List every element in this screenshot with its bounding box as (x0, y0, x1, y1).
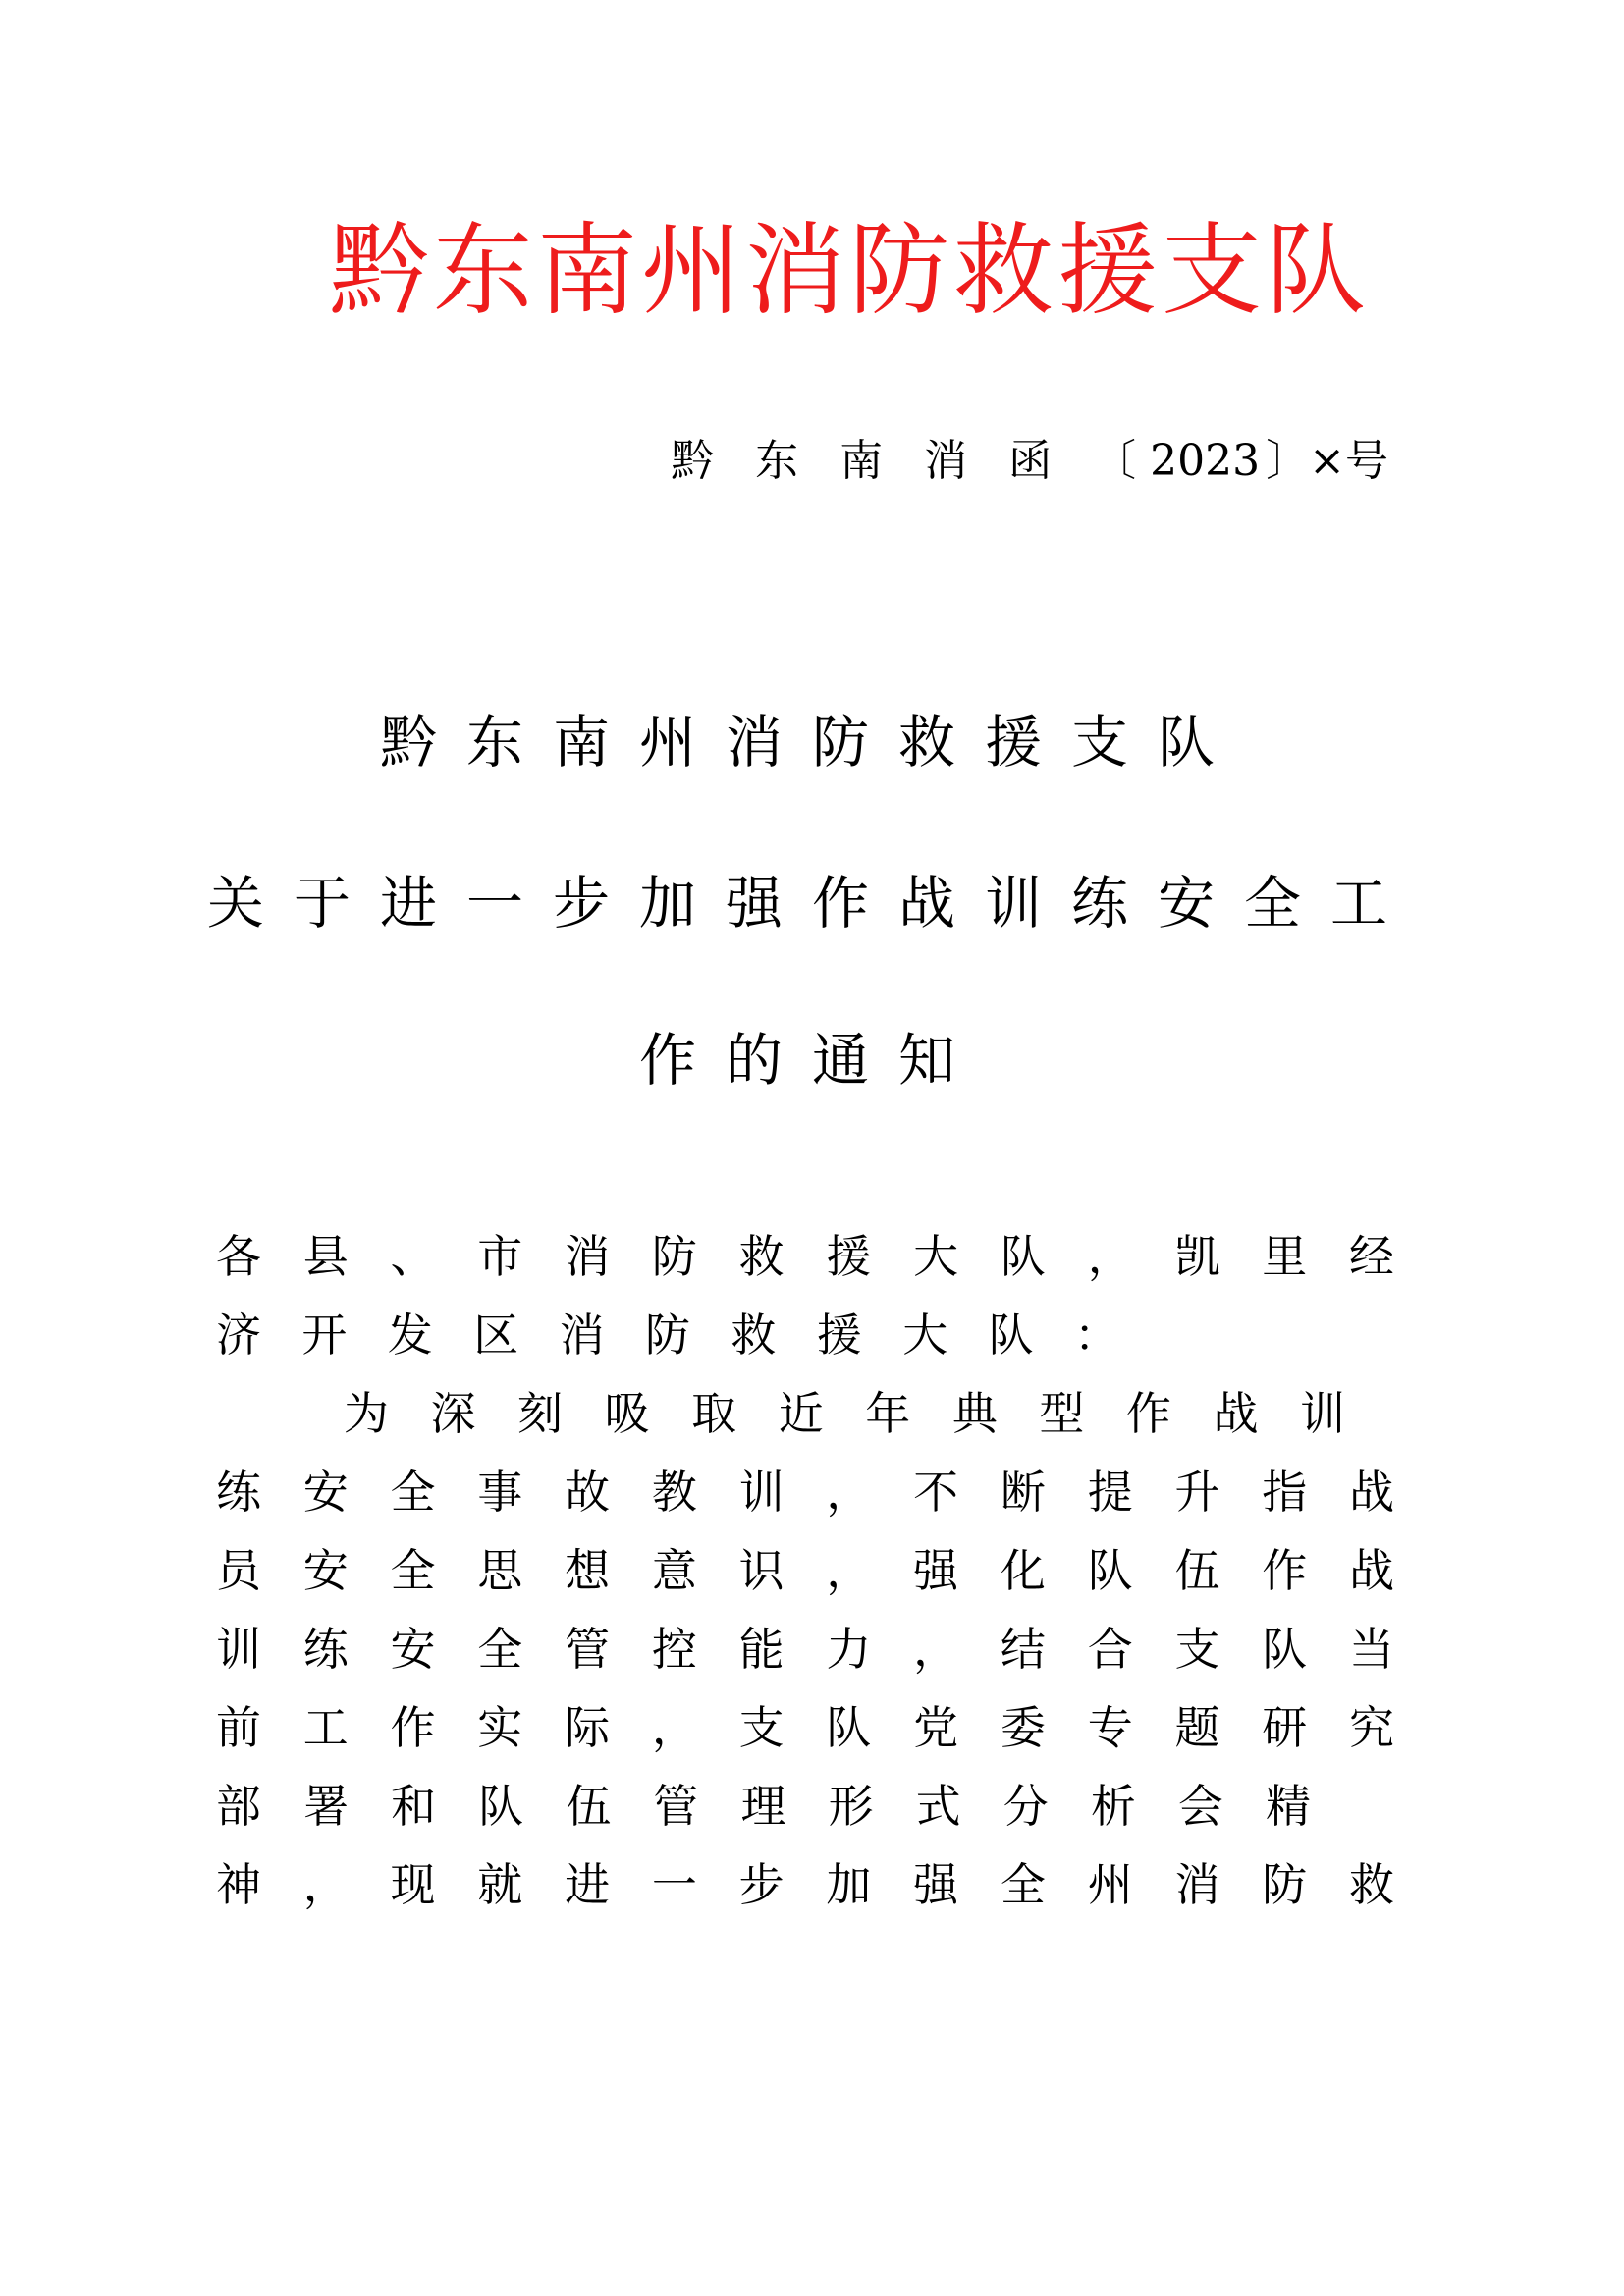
body-line: 为深刻吸取近年典型作战训 (344, 1387, 1345, 1440)
body-line: 员安全思想意识，强化队伍作战 (216, 1544, 1394, 1597)
body-line: 神，现就进一步加强全州消防救 (216, 1858, 1394, 1911)
body-line: 济开发区消防救援大队： (216, 1308, 1119, 1362)
document-number (671, 432, 1388, 491)
doc-number-close-bracket: 〕 (1266, 436, 1310, 486)
document-title-line-1: 黔东南州消防救援支队 (379, 709, 1244, 775)
doc-number-serial: ×号 (1309, 436, 1388, 486)
body-line: 前工作实际，支队党委专题研究 (216, 1701, 1394, 1754)
doc-number-open-bracket: 〔 (1093, 436, 1137, 486)
document-title-line-2: 关于进一步加强作战训练安全工 (206, 870, 1417, 936)
document-title-line-3: 作的通知 (638, 1027, 985, 1094)
issuing-organization-header: 黔东南州消防救援支队 (329, 213, 1370, 330)
body-line: 部署和队伍管理形式分析会精 (216, 1780, 1311, 1833)
document-body (216, 1217, 1394, 1924)
body-line: 训练安全管控能力，结合支队当 (216, 1623, 1394, 1676)
doc-number-prefix: 黔东南消函 (671, 436, 1094, 486)
body-line: 各县、市消防救援大队，凯里经 (216, 1230, 1394, 1283)
doc-number-year: 2023 (1150, 436, 1261, 486)
body-line: 练安全事故教训，不断提升指战 (216, 1466, 1394, 1519)
